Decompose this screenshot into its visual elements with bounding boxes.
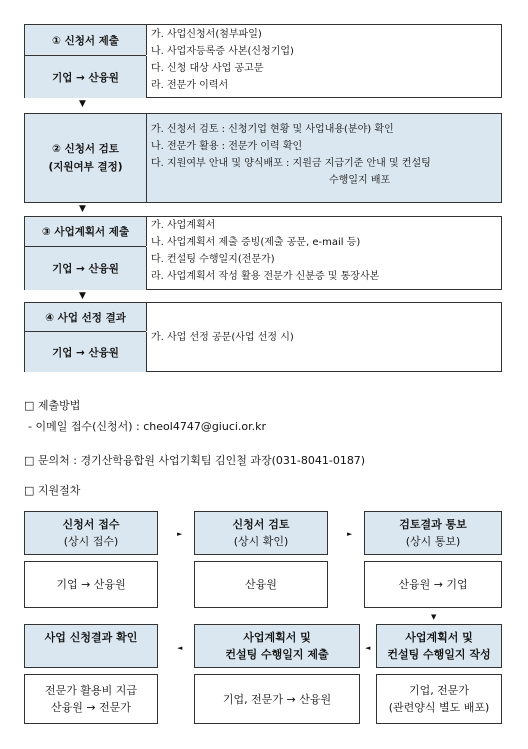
list-item: 다. 신청 대상 사업 공고문 [151, 63, 264, 74]
proc-detail-text: 산융원 → 기업 [398, 578, 468, 591]
step-4 [24, 302, 502, 372]
proc-box-title: 사업계획서 및 [243, 631, 311, 644]
proc-box-sub: 컨설팅 수행일지 작성 [387, 648, 491, 661]
step-1-title [25, 25, 147, 55]
proc-box-apply [24, 511, 158, 555]
proc-box-review [194, 511, 328, 555]
step-1-title-text: ① 신청서 제출 [52, 34, 119, 47]
list-item: 가. 사업계획서 [151, 220, 216, 231]
proc-detail-text: 산융원 [245, 578, 277, 591]
proc-detail-text: 기업, 전문가 [408, 684, 470, 697]
procedure-heading: □ 지원절차 [24, 484, 81, 497]
step-3-actor-text: 기업 → 산융원 [52, 263, 119, 275]
proc-box-title: 검토결과 통보 [399, 518, 467, 531]
right-arrow-icon: ► [347, 530, 353, 538]
step-4-actor-text: 기업 → 산융원 [52, 346, 119, 359]
proc-detail-plan-write [376, 674, 502, 724]
left-arrow-icon: ◄ [177, 644, 183, 652]
submission-email-line: - 이메일 접수(신청서) : cheol4747@giuci.or.kr [28, 420, 267, 433]
contact-line: □ 문의처 : 경기산학융합원 사업기획팀 김인철 과장(031-8041-0187) [24, 454, 366, 467]
step-4-title-text: ④ 사업 선정 결과 [45, 311, 126, 324]
proc-box-sub: (상시 접수) [63, 535, 119, 548]
step-3 [24, 216, 502, 290]
proc-detail-plan-submit [194, 674, 360, 724]
list-item: 다. 컨설팅 수행일지(전문가) [151, 254, 275, 265]
proc-detail-text: 기업 → 산융원 [56, 578, 126, 591]
down-arrow-icon: ▼ [79, 204, 86, 214]
proc-box-plan-submit [194, 624, 360, 668]
step-4-title [25, 303, 147, 331]
proc-detail-notify [364, 561, 502, 608]
step-1-actor [25, 56, 147, 98]
proc-box-title: 신청서 검토 [232, 518, 290, 531]
right-arrow-icon: ► [177, 530, 183, 538]
proc-box-plan-write [376, 624, 502, 668]
proc-box-sub: 컨설팅 수행일지 제출 [225, 648, 329, 661]
step-2-subtitle-text: (지원여부 결정) [48, 161, 123, 173]
list-item: 나. 사업자등록증 사본(신청기업) [151, 46, 294, 57]
submission-heading: □ 제출방법 [24, 399, 81, 412]
step-4-items [151, 329, 294, 346]
list-item: 라. 사업계획서 작성 활용 전문가 신분증 및 통장사본 [151, 271, 380, 282]
proc-box-result [24, 624, 158, 668]
proc-detail-text: 전문가 활용비 지급 [44, 684, 137, 697]
down-arrow-icon: ▼ [79, 99, 86, 109]
proc-detail-result [24, 674, 158, 724]
proc-detail-text: 산융원 → 전문가 [51, 701, 131, 714]
step-2-title-text: ② 신청서 검토 [52, 143, 119, 155]
list-item: 나. 전문가 활용 : 전문가 이력 확인 [151, 141, 303, 152]
proc-detail-review [194, 561, 328, 608]
step-3-items [151, 217, 379, 285]
step-4-actor [25, 332, 147, 372]
list-item: 가. 사업신청서(첨부파일) [151, 29, 262, 40]
proc-box-sub: (상시 통보) [405, 535, 461, 548]
proc-box-title: 사업 신청결과 확인 [44, 631, 138, 644]
left-arrow-icon: ◄ [365, 644, 371, 652]
step-3-actor [25, 247, 147, 290]
step-3-title-text: ③ 사업계획서 제출 [41, 226, 130, 238]
proc-box-title: 사업계획서 및 [405, 631, 473, 644]
proc-box-notify [364, 511, 502, 555]
step-2-items [151, 121, 431, 189]
list-item: 다. 지원여부 안내 및 양식배포 : 지원금 지급기준 안내 및 컨설팅 [151, 158, 431, 169]
list-item: 라. 전문가 이력서 [151, 80, 229, 91]
list-item: 나. 사업계획서 제출 증빙(제출 공문, e-mail 등) [151, 237, 361, 248]
down-arrow-icon: ▼ [431, 613, 437, 621]
list-item: 가. 신청서 검토 : 신청기업 현황 및 사업내용(분야) 확인 [151, 124, 394, 135]
list-item: 수행일지 배포 [329, 175, 391, 186]
proc-box-sub: (상시 확인) [233, 535, 289, 548]
proc-detail-text: (관련양식 별도 배포) [388, 701, 490, 714]
proc-detail-apply [24, 561, 158, 608]
step-1-actor-text: 기업 → 산융원 [52, 71, 119, 84]
step-1 [24, 24, 502, 98]
proc-box-title: 신청서 접수 [62, 518, 120, 531]
down-arrow-icon: ▼ [79, 291, 86, 301]
step-3-title [25, 217, 147, 246]
list-item: 가. 사업 선정 공문(사업 선정 시) [151, 332, 294, 343]
proc-detail-text: 기업, 전문가 → 산융원 [222, 692, 332, 706]
step-2-title [25, 114, 147, 202]
step-1-items [151, 26, 294, 94]
step-2 [24, 113, 502, 203]
